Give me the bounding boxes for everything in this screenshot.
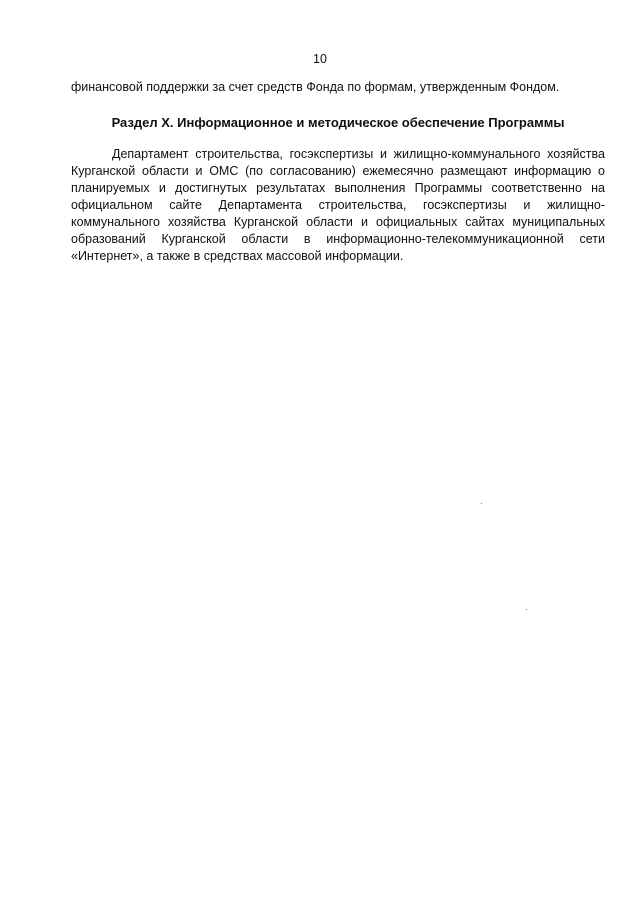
scan-speck [481, 503, 482, 504]
section-paragraph: Департамент строительства, госэкспертизы и жилищно-коммунального хозяйства Курганской области и ОМС (по согласованию) ежемесячно размещают информацию о планируемых и достигнутых результатах выполнения Программы соответственно на официальном сайте Департамента строительства, госэкспертизы и жилищно-коммунального хозяйства Курганской области и официальных сайтах муниципальных образований Курганской области в информационно-телекоммуникационной сети «Интернет», а также в средствах массовой информации. [71, 147, 605, 263]
document-body [71, 79, 605, 265]
continuation-paragraph: финансовой поддержки за счет средств Фонда по формам, утвержденным Фондом. [71, 80, 560, 94]
scan-speck [526, 609, 527, 610]
page-number: 10 [313, 52, 327, 66]
section-heading: Раздел X. Информационное и методическое обеспечение Программы [111, 115, 565, 130]
